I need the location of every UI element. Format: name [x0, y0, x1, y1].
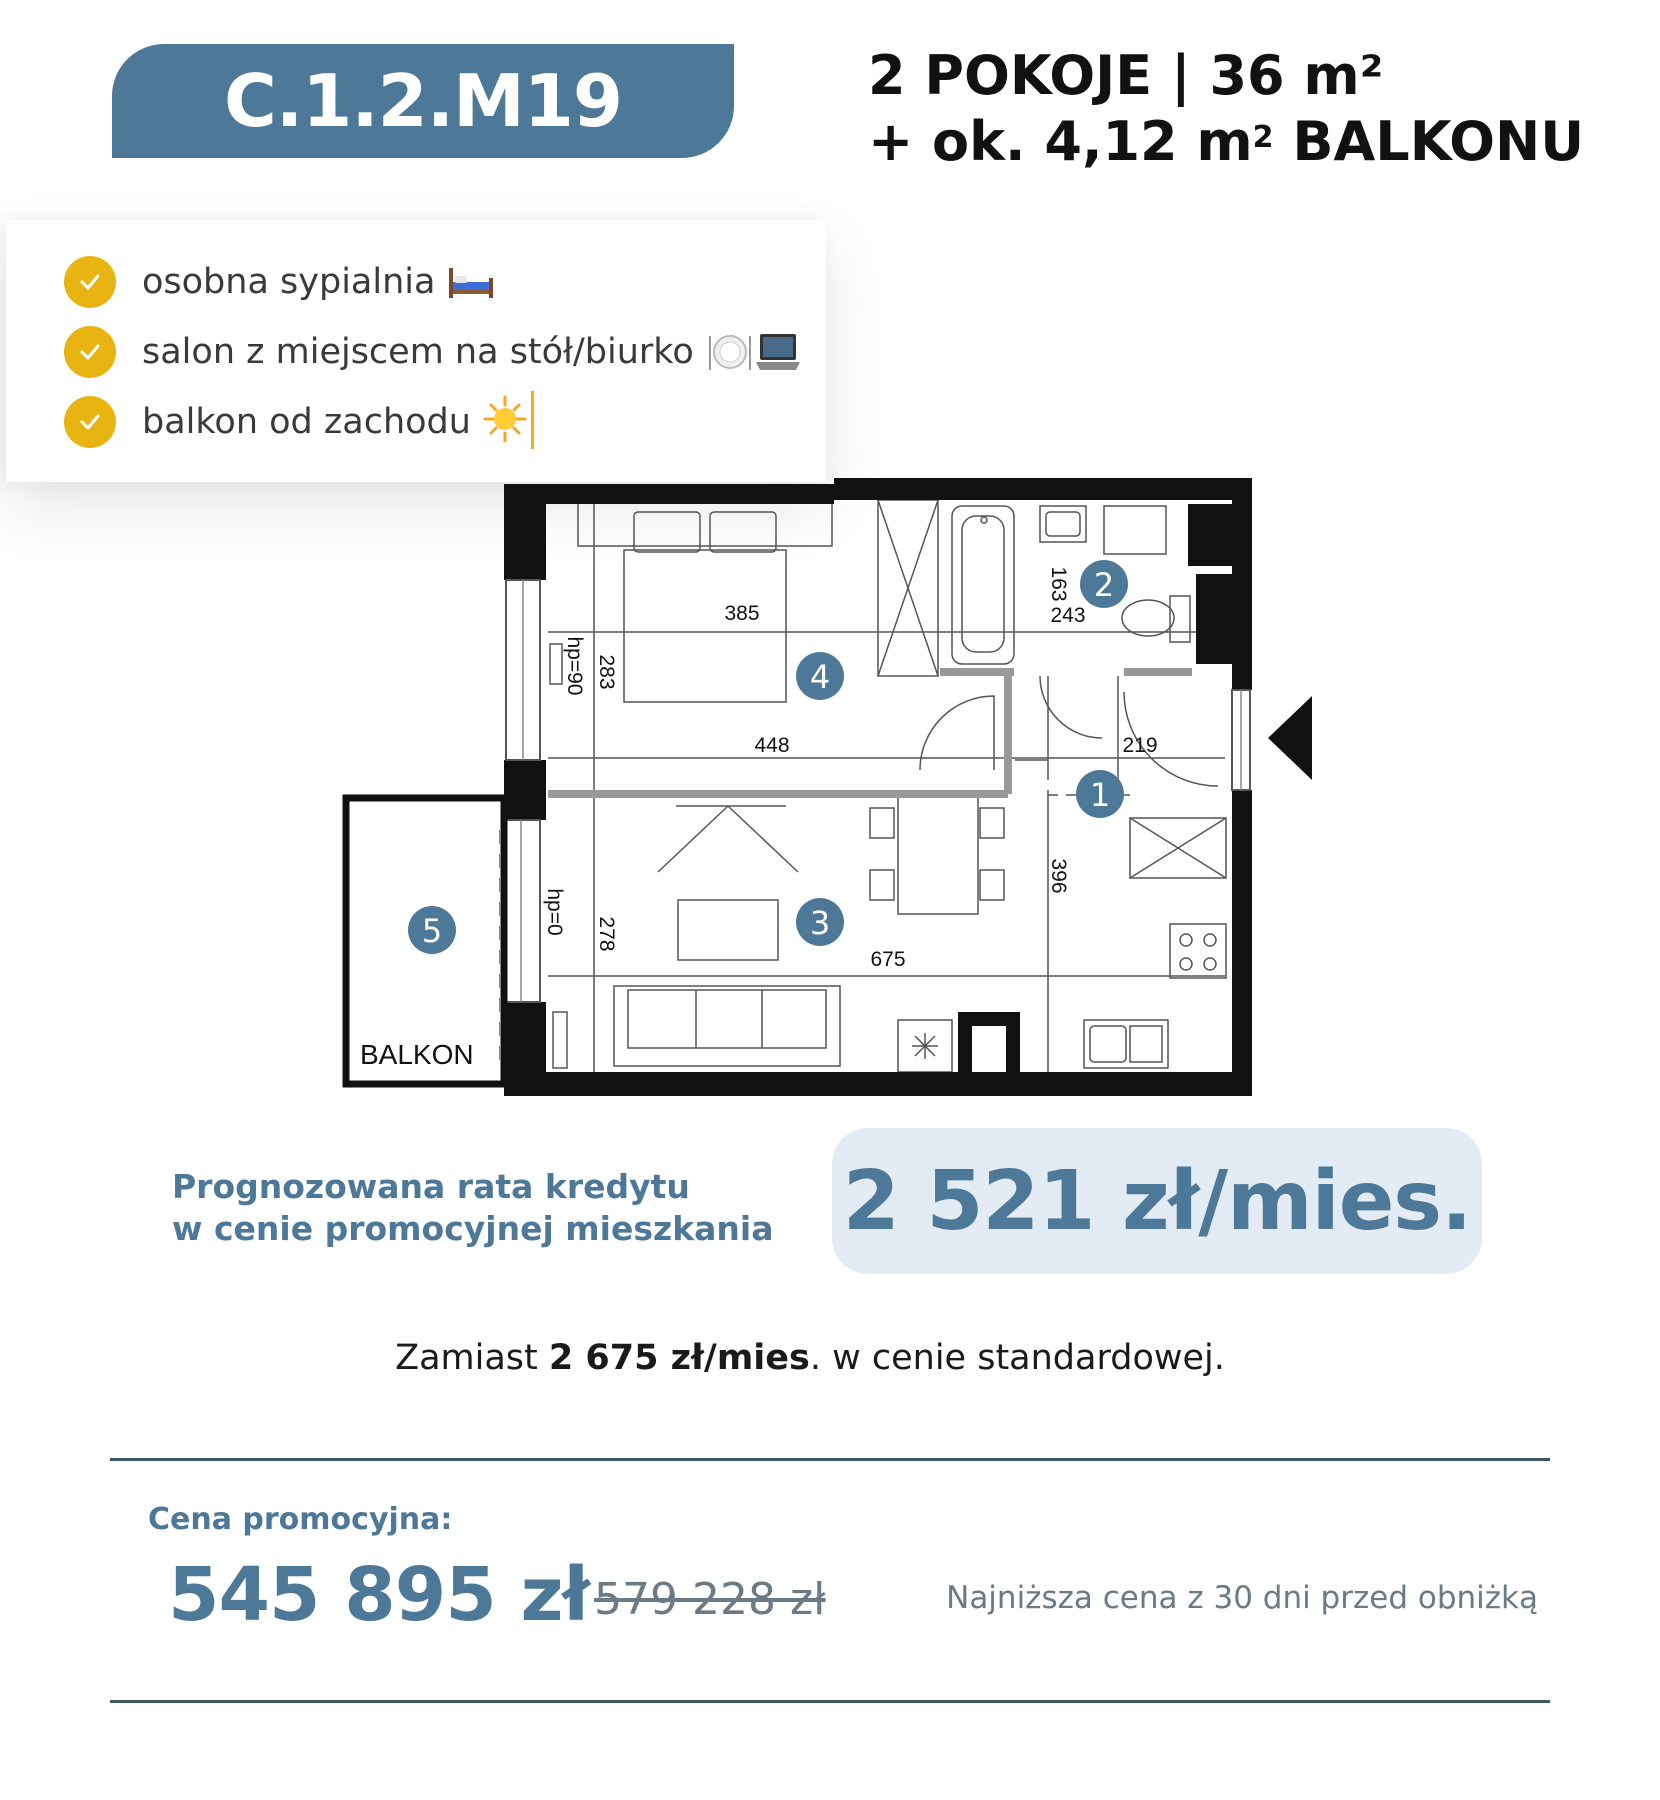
divider	[110, 1458, 1550, 1461]
room-marker-2	[1080, 560, 1128, 608]
standard-prefix: Zamiast	[395, 1338, 549, 1378]
standard-suffix: . w cenie standardowej.	[809, 1338, 1225, 1378]
divider	[110, 1700, 1550, 1703]
monthly-rate-box	[832, 1128, 1482, 1274]
dimension-label: 163	[1047, 566, 1070, 602]
room-marker-4	[796, 652, 844, 700]
dimension-label: 278	[595, 916, 618, 952]
balcony-prefix: + ok. 4,12 m	[868, 110, 1253, 173]
feature-label: osobna sypialnia	[142, 262, 436, 302]
balcony-label: BALKON	[360, 1039, 474, 1070]
unit-code: C.1.2.M19	[224, 59, 622, 143]
entrance-arrow-icon	[1268, 696, 1312, 780]
monthly-rate: 2 521 zł/mies.	[842, 1153, 1472, 1249]
dimension-label: 243	[1050, 604, 1086, 627]
loan-label-line2: w cenie promocyjnej mieszkania	[172, 1209, 774, 1248]
standard-rate-note	[0, 1338, 1620, 1378]
balcony-suffix: BALKONU	[1273, 110, 1585, 173]
room-marker-1	[1076, 770, 1124, 818]
dimension-label: 675	[870, 948, 906, 971]
old-price: 579 228 zł	[594, 1574, 826, 1625]
dimension-label: 396	[1047, 858, 1070, 894]
lowest-price-note: Najniższa cena z 30 dni przed obniżką	[946, 1580, 1538, 1616]
loan-rate-label	[172, 1166, 774, 1250]
loan-label-line1: Prognozowana rata kredytu	[172, 1167, 690, 1206]
room-number-5: 5	[421, 912, 443, 950]
room-number-4: 4	[809, 658, 831, 696]
room-number-2: 2	[1093, 566, 1115, 604]
window-height-label: hp=0	[543, 888, 566, 936]
dimension-label: 448	[754, 734, 790, 757]
window-height-label: hp=90	[563, 636, 586, 696]
dimension-label: 219	[1122, 734, 1158, 757]
dimension-label: 385	[724, 602, 760, 625]
room-number-1: 1	[1089, 776, 1111, 814]
balcony-sup: 2	[1252, 120, 1274, 155]
rooms-area: 2 POKOJE | 36 m²	[868, 44, 1384, 107]
room-number-3: 3	[809, 904, 831, 942]
standard-amount: 2 675 zł/mies	[548, 1338, 810, 1378]
room-marker-5	[408, 906, 456, 954]
feature-label: balkon od zachodu	[142, 402, 471, 442]
room-marker-3	[796, 898, 844, 946]
promo-label: Cena promocyjna:	[148, 1502, 453, 1537]
feature-label: salon z miejscem na stół/biurko	[142, 332, 694, 372]
dimension-label: 283	[595, 654, 618, 690]
promo-price: 545 895 zł	[168, 1552, 589, 1638]
